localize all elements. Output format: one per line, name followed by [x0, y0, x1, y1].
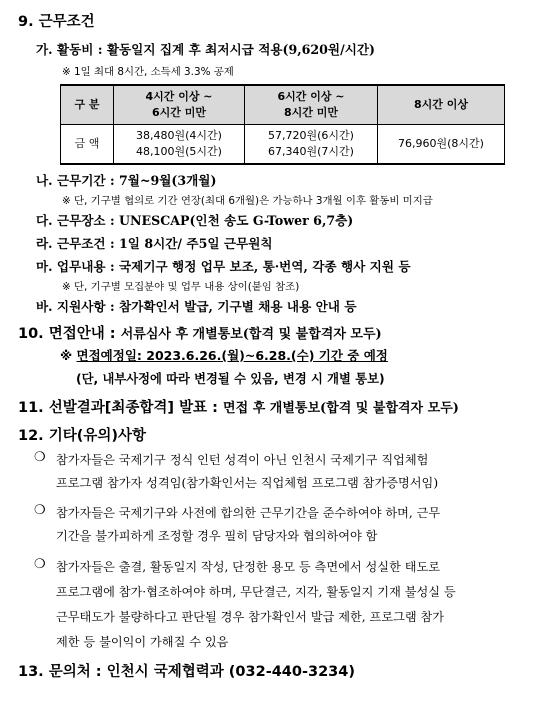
notice-1-line-1: 참가자들은 국제기구 정식 인턴 성격이 아닌 인천시 국제기구 직업체험 [56, 453, 429, 467]
bullet-icon: ❍ [34, 557, 46, 572]
section-10-title: 10. 면접안내 : 서류심사 후 개별통보(합격 및 불합격자 모두) [18, 326, 382, 342]
bullet-icon: ❍ [34, 503, 46, 518]
note-ma: ※ 단, 기구별 모집분야 및 업무 내용 상이(붙임 참조) [62, 281, 300, 293]
wage-table [60, 84, 505, 165]
notice-3-line-3: 근무태도가 불량하다고 판단될 경우 참가확인서 발급 제한, 프로그램 참가 [56, 610, 445, 624]
item-ma-duties: 마. 업무내용 : 국제기구 행정 업무 보조, 통·번역, 각종 행사 지원 등 [36, 259, 411, 274]
table-row-label: 금 액 [61, 125, 114, 165]
notice-3-line-1: 참가자들은 출결, 활동일지 작성, 단정한 용모 등 측면에서 성실한 태도로 [56, 560, 441, 574]
section-9-title: 9. 근무조건 [18, 14, 95, 30]
section-11-title: 11. 선발결과[최종합격] 발표 : 면접 후 개별통보(합격 및 불합격자 모두) [18, 400, 459, 416]
notice-2-line-1: 참가자들은 국제기구와 사전에 합의한 근무기간을 준수하여야 하며, 근무 [56, 506, 441, 520]
notice-2-line-2: 기간을 불가피하게 조정할 경우 필히 담당자와 협의하여야 함 [56, 529, 378, 543]
table-header-6to8: 6시간 이상 ~ 8시간 미만 [245, 85, 378, 125]
table-cell-4to6: 38,480원(4시간) 48,100원(5시간) [114, 125, 245, 165]
table-header-category: 구 분 [61, 85, 114, 125]
notice-1-line-2: 프로그램 참가자 성격임(참가확인서는 직업체험 프로그램 참가증명서임) [56, 476, 439, 490]
interview-note: (단, 내부사정에 따라 변경될 수 있음, 변경 시 개별 통보) [76, 372, 385, 386]
table-header-4to6: 4시간 이상 ~ 6시간 미만 [114, 85, 245, 125]
item-na-period: 나. 근무기간 : 7월~9월(3개월) [36, 173, 217, 188]
item-da-location: 다. 근무장소 : UNESCAP(인천 송도 G-Tower 6,7층) [36, 213, 354, 228]
section-12-title: 12. 기타(유의)사항 [18, 428, 147, 444]
table-header-8plus: 8시간 이상 [378, 85, 505, 125]
interview-date: 면접예정일: 2023.6.26.(월)~6.28.(수) 기간 중 예정 [76, 348, 388, 363]
table-cell-6to8: 57,720원(6시간) 67,340원(7시간) [245, 125, 378, 165]
table-cell-8plus: 76,960원(8시간) [378, 125, 505, 165]
notice-3-line-4: 제한 등 불이익이 가해질 수 있음 [56, 635, 229, 649]
interview-date-line: ※ 면접예정일: 2023.6.26.(월)~6.28.(수) 기간 중 예정 [60, 348, 388, 363]
item-ba-support: 바. 지원사항 : 참가확인서 발급, 기구별 채용 내용 안내 등 [36, 299, 357, 314]
bullet-icon: ❍ [34, 450, 46, 465]
notice-3-line-2: 프로그램에 참가·협조하여야 하며, 무단결근, 지각, 활동일지 기재 불성실 등 [56, 585, 456, 599]
note-ga: ※ 1일 최대 8시간, 소득세 3.3% 공제 [62, 66, 234, 78]
item-ra-conditions: 라. 근무조건 : 1일 8시간/ 주5일 근무원칙 [36, 236, 273, 251]
section-13-title: 13. 문의처 : 인천시 국제협력과 (032-440-3234) [18, 664, 355, 680]
note-na: ※ 단, 기구별 협의로 기간 연장(최대 6개월)은 가능하나 3개월 이후 활동비 미지급 [62, 195, 433, 207]
item-ga-allowance: 가. 활동비 : 활동일지 집계 후 최저시급 적용(9,620원/시간) [36, 42, 375, 57]
